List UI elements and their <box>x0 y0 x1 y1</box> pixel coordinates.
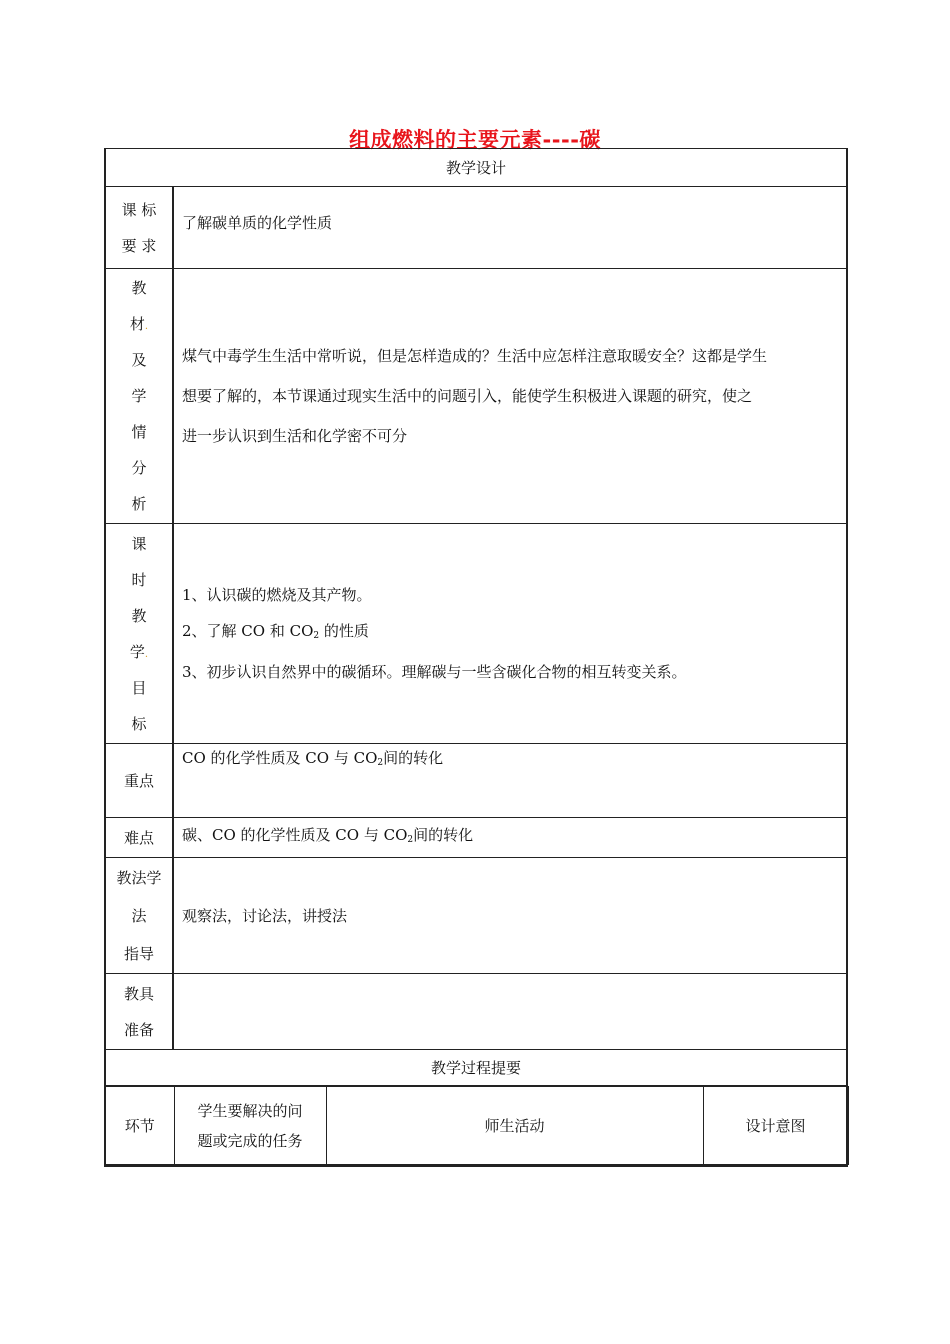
label-analysis <box>105 269 173 524</box>
objective-item-1: 1、认识碳的燃烧及其产物。 <box>182 586 372 604</box>
label-analysis-char: 材. <box>129 315 149 333</box>
label-tools-line1: 教具 <box>123 984 154 1003</box>
label-difficulties: 难点 <box>105 818 173 858</box>
section-header-process: 教学过程提要 <box>105 1050 847 1086</box>
objective-item-2: 2、了解 CO 和 $CO_2$ 的性质 <box>182 622 369 641</box>
label-methods-line1: 教法学 <box>116 868 162 887</box>
content-methods: 观察法，讨论法，讲授法 <box>173 858 847 974</box>
objective-item-3: 3、初步认识自然界中的碳循环。理解碳与一些含碳化合物的相互转变关系。 <box>182 663 687 681</box>
label-key-points: 重点 <box>105 744 173 818</box>
label-methods-line3: 指导 <box>123 944 154 963</box>
label-objectives-char: 标 <box>131 714 147 733</box>
analysis-line: 想要了解的，本节课通过现实生活中的问题引入，能使学生积极进入课题的研究，使之 <box>182 387 753 405</box>
label-objectives-char: 时 <box>131 570 147 589</box>
column-stage: 环节 <box>106 1087 174 1165</box>
label-objectives <box>105 524 173 744</box>
header-row <box>105 149 847 187</box>
label-methods-line2: 法 <box>131 906 147 925</box>
label-methods <box>105 858 173 974</box>
row-standard <box>105 187 847 269</box>
row-tools <box>105 974 847 1050</box>
label-standard-line1: 课 标 <box>121 200 157 219</box>
content-objectives <box>173 524 847 744</box>
section-header-design: 教学设计 <box>105 149 847 187</box>
page-title: 组成燃料的主要元素----碳 <box>349 128 601 152</box>
label-objectives-char: 课 <box>131 534 147 553</box>
content-analysis <box>173 269 847 524</box>
content-key-points: CO 的化学性质及 CO 与 $CO_2$间的转化 <box>173 744 847 818</box>
label-objectives-char: 目 <box>131 678 147 697</box>
label-analysis-char: 分 <box>131 459 147 477</box>
label-analysis-char: 及 <box>131 351 147 369</box>
process-columns-row <box>105 1086 847 1167</box>
label-tools-line2: 准备 <box>123 1020 154 1039</box>
label-objectives-char: 学. <box>129 642 149 661</box>
analysis-line: 煤气中毒学生生活中常听说，但是怎样造成的？生活中应怎样注意取暖安全？这都是学生 <box>182 347 768 365</box>
row-analysis <box>105 269 847 524</box>
content-difficulties: 碳、CO 的化学性质及 CO 与 $CO_2$间的转化 <box>173 818 847 858</box>
row-methods <box>105 858 847 974</box>
lesson-plan-table <box>104 148 848 1167</box>
row-difficulties <box>105 818 847 858</box>
label-analysis-char: 情 <box>131 423 147 441</box>
process-columns <box>106 1086 849 1165</box>
label-analysis-char: 学 <box>131 387 147 405</box>
column-task: 学生要解决的问 题或完成的任务 <box>174 1087 326 1165</box>
column-activity: 师生活动 <box>326 1087 703 1165</box>
process-header-row <box>105 1050 847 1086</box>
row-key-points <box>105 744 847 818</box>
label-analysis-char: 析 <box>131 495 147 513</box>
label-standard-line2: 要 求 <box>121 236 157 255</box>
row-objectives <box>105 524 847 744</box>
content-tools <box>173 974 847 1050</box>
label-analysis-char: 教 <box>131 279 147 297</box>
content-standard: 了解碳单质的化学性质 <box>173 187 847 269</box>
label-objectives-char: 教 <box>131 606 147 625</box>
label-standard <box>105 187 173 269</box>
column-intent: 设计意图 <box>703 1087 848 1165</box>
analysis-line: 进一步认识到生活和化学密不可分 <box>182 427 408 445</box>
label-tools <box>105 974 173 1050</box>
